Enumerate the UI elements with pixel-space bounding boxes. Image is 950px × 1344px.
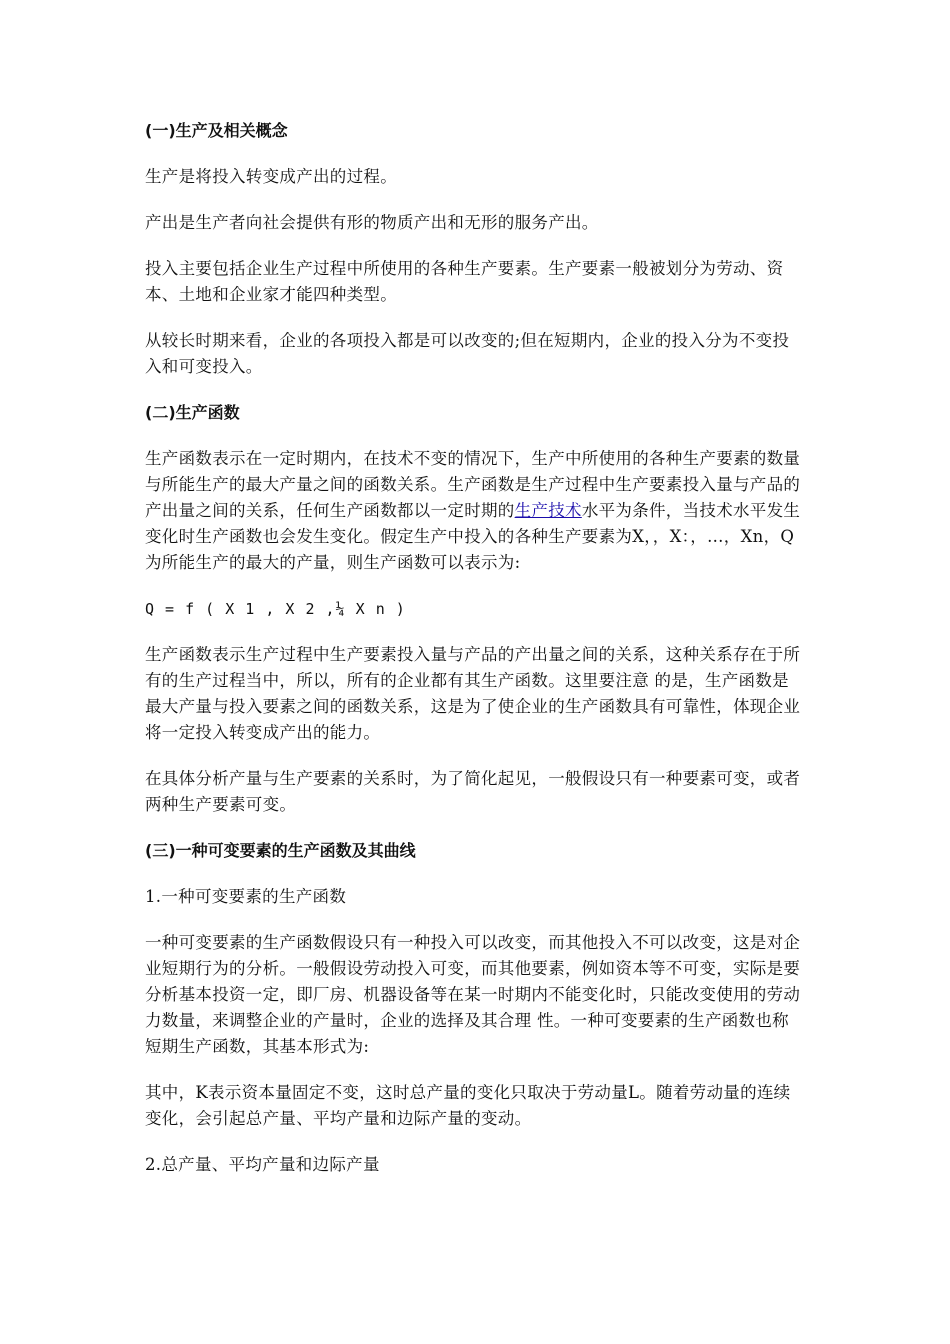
section-heading-2: (二)生产函数: [145, 403, 240, 422]
production-function-formula: Q = f ( X 1 , X 2 ,¼ X n ): [145, 600, 406, 618]
document-body: [145, 118, 805, 1198]
paragraph-4: 从较长时期来看，企业的各项投入都是可以改变的;但在短期内，企业的投入分为不变投入和可变投入。: [145, 331, 790, 376]
subheading-1: 1.一种可变要素的生产函数: [145, 887, 347, 906]
paragraph-1: 生产是将投入转变成产出的过程。: [145, 167, 397, 186]
paragraph-7: 在具体分析产量与生产要素的关系时，为了简化起见，一般假设只有一种要素可变，或者两种生产要素可变。: [145, 769, 801, 814]
paragraph-5-text-b: 水平为条件，当技术水平发生变化时生产函数也会发生变化。假定生产中投入的各种生产要素为X，，X：，…，Xn，Q为所能生产的最大的产量，则生产函数可以表示为:: [145, 501, 801, 572]
subheading-2: 2.总产量、平均产量和边际产量: [145, 1155, 380, 1174]
paragraph-9: 其中，K表示资本量固定不变，这时总产量的变化只取决于劳动量L。随着劳动量的连续变化，会引起总产量、平均产量和边际产量的变动。: [145, 1083, 791, 1128]
section-heading-1: (一)生产及相关概念: [145, 121, 288, 140]
section-heading-3: (三)一种可变要素的生产函数及其曲线: [145, 841, 416, 860]
paragraph-8: 一种可变要素的生产函数假设只有一种投入可以改变，而其他投入不可以改变，这是对企业短期行为的分析。一般假设劳动投入可变，而其他要素，例如资本等不可变，实际是要分析基本投资一定，即厂房、机器设备等在某一时期内不能变化时，只能改变使用的劳动力数量，来调整企业的产量时，企业的选择及其合理 性。一种可变要素的生产函数也称短期生产函数，其基本形式为:: [145, 933, 801, 1056]
paragraph-5-text-a: 生产函数表示在一定时期内，在技术不变的情况下，生产中所使用的各种生产要素的数量与所能生产的最大产量之间的函数关系。生产函数是生产过程中生产要素投入量与产品的产出量之间的关系，任何生产函数都以一定时期的: [145, 449, 801, 520]
production-technology-link[interactable]: 生产技术: [514, 501, 582, 520]
paragraph-2: 产出是生产者向社会提供有形的物质产出和无形的服务产出。: [145, 213, 599, 232]
paragraph-6: 生产函数表示生产过程中生产要素投入量与产品的产出量之间的关系，这种关系存在于所有的生产过程当中，所以，所有的企业都有其生产函数。这里要注意 的是，生产函数是最大产量与投入要素之间的函数关系，这是为了使企业的生产函数具有可靠性，体现企业将一定投入转变成产出的能力。: [145, 645, 801, 742]
paragraph-3: 投入主要包括企业生产过程中所使用的各种生产要素。生产要素一般被划分为劳动、资本、土地和企业家才能四种类型。: [145, 259, 784, 304]
paragraph-5: [145, 446, 805, 576]
